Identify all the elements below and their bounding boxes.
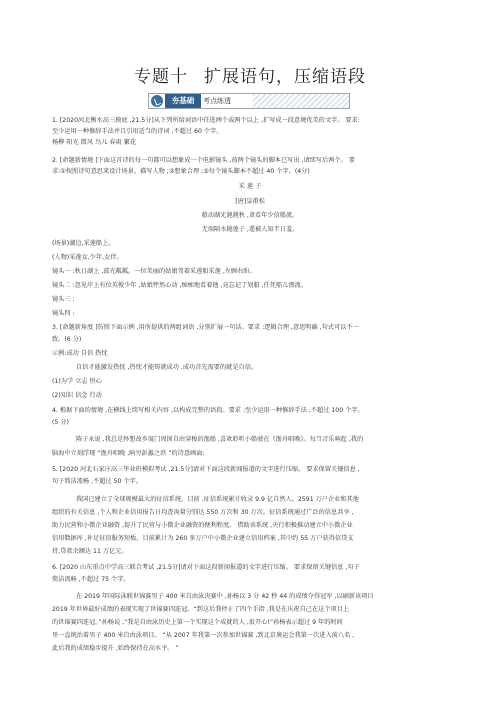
q1-options: 杨柳 阳光 微风 鸟儿 春雨 繁花 xyxy=(52,139,137,146)
poem-line-1: 船动湖光滟滟秋 ,贪看年少信船流。 xyxy=(201,212,299,219)
q4-text-2: 脑海中立刻浮现 “渔舟唱晚 ,响穷彭蠡之滨 ”的诗意画面: xyxy=(52,450,205,457)
section-banner xyxy=(148,93,350,109)
q2-people: (人物)采莲女,少年,女伴。 xyxy=(52,254,123,261)
q2-line2: 求:①按照诗句意思来设计场景、描写人物 ;②想象合理 ;③每个镜头脚本不超过 40 个字。(4分) xyxy=(52,168,310,175)
title-subject: 扩展语句，压缩语段 xyxy=(204,67,366,87)
q6-paragraph-2: 2019 年世界最好成绩的表现实现了世锦赛四连冠。“到这后我停止了四个手指 ,我是在庆祝自己在这个项目上 xyxy=(52,606,350,613)
q5-line2: 句子简洁流畅 ,不超过 50 个字。 xyxy=(52,478,142,485)
q3-group-2: (2)知识 信念 行动 xyxy=(52,392,102,399)
q5-paragraph-2: 组织的有关信息 ,个人和企业信用报告日均查询量分别达 550 万次和 30 万次。征信系统通过广泛的信息共享 , xyxy=(52,509,354,516)
q3-line2: 致。(6 分) xyxy=(52,336,82,343)
q2-shot-3: 镜头三 : xyxy=(52,296,75,303)
q3-example-text: 自信才能激发热忱 ,热忱才能铸就成功 ,成功首先需要的就是自信。 xyxy=(76,364,258,371)
q6-paragraph-1: 在 2019 年国际泳联世锦赛男子 400 米自由泳决赛中 ,孙杨以 3 分 42 秒 44 的成绩夺得冠军 ,以刷新该项目 xyxy=(76,593,374,600)
q3-line1: 3. [命题新角度 ]仿照下面示例 ,用所提供的两组词语 ,分别扩展一句话。要求 :逻辑合理 ,意思明确 ,句式可以不一 xyxy=(52,324,359,331)
q5-paragraph-3: 助力民营和小微企业融资 ,提升了民营与小微企业融资的便利程度。 借助该系统 ,央行积极推动建立中小微企业 xyxy=(52,522,353,529)
q6-paragraph-4: 里一直统治着男子 400 米自由泳项目。 “从 2007 年我第一次参加世锦赛 ,到北京奥运会我第一次进入前八名 , xyxy=(52,632,355,639)
q2-scene: (场景)湖边,采莲船上。 xyxy=(52,240,115,247)
banner-decoration xyxy=(253,94,349,108)
page-title xyxy=(0,62,500,87)
q2-shot-1: 镜头一 :秋日湖上 ,波光粼粼。一位美丽的姑娘驾着采莲船采莲 ,左顾右盼。 xyxy=(52,268,256,275)
banner-main-label: 夯基础 xyxy=(165,94,201,108)
q1-line1: 1. [2020河北衡水高三摸底 ,21.5分]从下列所给词语中任选两个或两个以上 ,扩写成一段意境优美的文字。 要求: xyxy=(52,117,360,124)
title-topic: 专题十 xyxy=(134,67,188,87)
q2-shot-2: 镜头二 :忽见岸上有位英俊少年 ,姑娘怦然心动 ,痴痴地看着他 ,竟忘记了划船 ,任凭船儿漂流。 xyxy=(52,282,307,289)
q6-line2: 简洁流畅 ,不超过 75 个字。 xyxy=(52,576,130,583)
q2-shot-4: 镜头四 : xyxy=(52,310,75,317)
q5-paragraph-5: 持,贷款余额达 11 万亿元。 xyxy=(52,548,128,555)
poem-author: [唐]皇甫松 xyxy=(235,198,265,205)
check-circle-icon xyxy=(151,95,163,107)
q4-line2: (5 分) xyxy=(52,419,69,426)
q6-paragraph-3: 的世锦赛四连冠。”孙杨说 ,“我是自由泳历史上第一个实现这个成就的人 ,很开心!”孙杨表示超过 9 年的时间 xyxy=(52,619,343,626)
q5-paragraph-1: 我国已建立了全球规模最大的征信系统。目前 ,征信系统累计收录 9.9 亿自然人、2591 万户企业和其他 xyxy=(76,496,359,503)
q5-paragraph-4: 信用数据库 ,补足征信服务短板。目前累计为 260 多万户中小微企业建立信用档案 ,其中约 55 万户获得信贷支 xyxy=(52,535,354,542)
q2-line1: 2. [命题新情境 ]下面这首诗的每一句都可以想象成一个电影镜头 ,前两个镜头的脚本已写出 ,请续写后两个。 要 xyxy=(52,157,355,164)
q4-text-1: 陈子永说 ,我总是怀想故乡厦门周围自由穿梭的渔船 ,喜欢聆听小船驶在《渔舟唱晚》。每当音乐响起 ,我的 xyxy=(76,436,364,443)
q6-paragraph-5: 此后我的成绩稳步提升 ,始终保持在高水平。 ” xyxy=(52,645,179,652)
poem-line-2: 无端隔水抛莲子 ,遥被人知半日羞。 xyxy=(201,226,299,233)
q3-group-1: (1)为学 立志 恒心 xyxy=(52,378,102,385)
q6-line1: 6. [2020 山东重点中学高三联合考试 ,21.5分]请对下面这段新闻报道的文字进行压缩。 要求保留关键信息 ,句子 xyxy=(52,564,360,571)
q5-line1: 5. [2020 河北石家庄高三毕业班模拟考试 ,21.5分]请对下面这段新闻报道的文字进行压缩。 要求保留关键信息 , xyxy=(52,466,360,473)
banner-sub-label: 考点练透 xyxy=(203,97,231,105)
q4-line1: 4. 根据下面的情境 ,在横线上续写相关内容 ,以构成完整的语段。要求 :至少运用一种修辞手法 ,不超过 100 个字。 xyxy=(52,407,364,414)
q1-line2: 至少运用一种修辞手法并且引用适当的诗词 ,不超过 60 个字。 xyxy=(52,128,223,135)
poem-title: 采 莲 子 xyxy=(238,183,262,190)
q3-example-words: 示例:成功 自信 热忱 xyxy=(52,350,108,357)
